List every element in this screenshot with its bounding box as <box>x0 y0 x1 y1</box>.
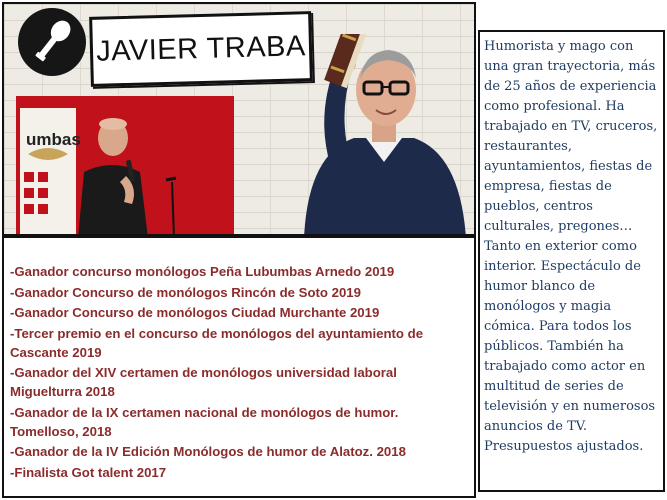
page-title: JAVIER TRABA <box>95 29 307 68</box>
microphone-icon <box>18 8 86 76</box>
portrait-figure <box>294 34 474 236</box>
award-item: -Ganador concurso monólogos Peña Lubumbas Arnedo 2019 <box>10 264 395 279</box>
award-item: -Ganador del XIV certamen de monólogos universidad laboral Miguelturra 2018 <box>10 365 397 399</box>
award-item: -Tercer premio en el concurso de monólogos del ayuntamiento de Cascante 2019 <box>10 325 424 360</box>
award-item: -Ganador Concurso de monólogos Rincón de Soto 2019 <box>10 284 361 300</box>
awards-panel <box>2 236 476 498</box>
performer-figure <box>16 96 234 236</box>
awards-list <box>4 238 474 482</box>
award-item: -Ganador de la IV Edición Monólogos de humor de Alatoz. 2018 <box>10 444 406 459</box>
stage-performance-photo <box>16 96 234 236</box>
award-item: -Finalista Got talent 2017 <box>10 464 167 480</box>
description-text <box>480 32 663 457</box>
photo-collage <box>2 2 476 236</box>
description-body: Humorista y mago con una gran trayectoria, más de 25 años de experiencia como profesional. Ha trabajado en TV, cruceros, restaurantes, ayuntamientos, fiestas de empresa, fiestas de pueblos, centros culturales, pregones… Tanto en exterior como interior. Espectáculo de humor blanco de monólogos y magia cómica. Para todos los públicos. También ha trabajado como actor en multitud de series de televisión y en numerosos anuncios de TV. <box>484 39 658 434</box>
description-panel <box>478 30 665 492</box>
title-box <box>89 11 313 87</box>
description-closing: Presupuestos ajustados. <box>484 439 644 454</box>
award-item: -Ganador de la IX certamen nacional de monólogos de humor. Tomelloso, 2018 <box>10 404 399 439</box>
portrait-photo <box>294 34 474 236</box>
award-item: -Ganador Concurso de monólogos Ciudad Murchante 2019 <box>10 305 380 320</box>
microphone-logo <box>18 8 86 76</box>
banner-label: umbas <box>26 130 81 149</box>
